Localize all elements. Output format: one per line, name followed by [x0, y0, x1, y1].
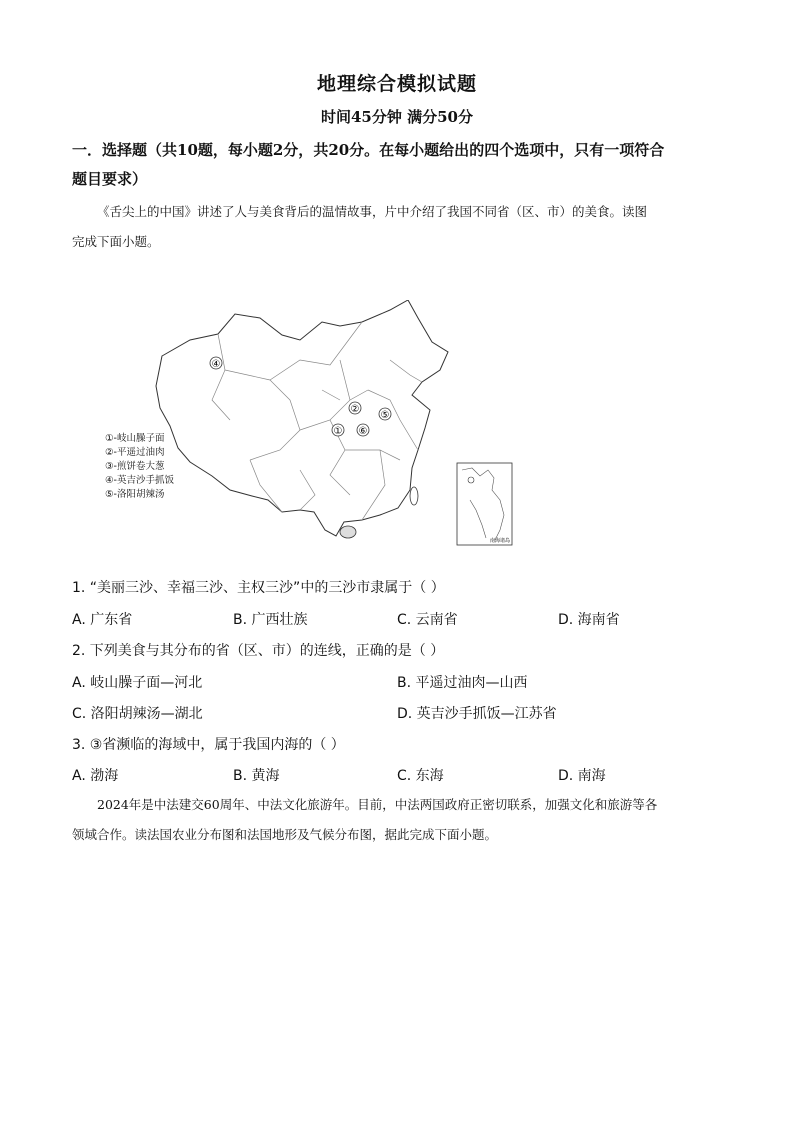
question-3-option-b[interactable]: B. 黄海 — [233, 768, 280, 784]
intro1-line1: 《舌尖上的中国》讲述了人与美食背后的温情故事，片中介绍了我国不同省（区、市）的美食。读图 — [97, 204, 648, 219]
china-map — [100, 300, 520, 555]
legend-item: ②-平遥过油肉 — [105, 447, 165, 458]
question-2-option-c[interactable]: C. 洛阳胡辣汤—湖北 — [72, 706, 203, 722]
inset-label: 南海诸岛 — [489, 538, 511, 544]
hainan-island — [340, 526, 356, 538]
question-1-option-b[interactable]: B. 广西壮族 — [233, 612, 308, 628]
question-3-option-a[interactable]: A. 渤海 — [72, 768, 119, 784]
question-3-option-c[interactable]: C. 东海 — [397, 768, 444, 784]
intro-paragraph-2 — [72, 790, 732, 850]
question-1-stem: 1. “美丽三沙、幸福三沙、主权三沙”中的三沙市隶属于（ ） — [72, 580, 445, 596]
china-map-figure — [100, 300, 520, 555]
question-2-option-b[interactable]: B. 平遥过油肉—山西 — [397, 675, 528, 691]
marker-label-4: ④ — [211, 359, 221, 370]
question-2-stem: 2. 下列美食与其分布的省（区、市）的连线，正确的是（ ） — [72, 643, 445, 659]
province-borders — [212, 322, 422, 520]
question-3-stem: 3. ③省濒临的海域中，属于我国内海的（ ） — [72, 737, 345, 753]
intro2-line1: 2024年是中法建交60周年、中法文化旅游年。目前，中法两国政府正密切联系，加强文化和旅游等各 — [97, 797, 658, 812]
question-1-option-c[interactable]: C. 云南省 — [397, 612, 458, 628]
question-2-option-a[interactable]: A. 岐山臊子面—河北 — [72, 675, 203, 691]
section-heading-line1: 一．选择题（共10题，每小题2分，共20分。在每小题给出的四个选项中，只有一项符合 — [72, 141, 665, 159]
marker-label-1: ① — [333, 426, 343, 437]
page-subtitle: 时间45分钟 满分50分 — [321, 108, 473, 126]
taiwan-island — [410, 487, 418, 505]
legend-item: ③-煎饼卷大葱 — [105, 461, 165, 472]
marker-label-2: ② — [350, 404, 360, 415]
map-markers — [210, 357, 391, 436]
question-2-option-d[interactable]: D. 英吉沙手抓饭—江苏省 — [397, 706, 557, 722]
legend-item: ⑤-洛阳胡辣汤 — [105, 489, 165, 500]
intro1-line2: 完成下面小题。 — [72, 234, 160, 249]
question-3-option-d[interactable]: D. 南海 — [558, 768, 606, 784]
question-1-option-a[interactable]: A. 广东省 — [72, 612, 133, 628]
section-heading-line2: 题目要求） — [72, 170, 148, 188]
legend-item: ①-岐山臊子面 — [105, 433, 165, 444]
legend-item: ④-英吉沙手抓饭 — [105, 475, 174, 486]
map-legend — [105, 432, 174, 502]
marker-label-5: ⑤ — [380, 410, 390, 421]
intro2-line2: 领域合作。读法国农业分布图和法国地形及气候分布图，据此完成下面小题。 — [72, 827, 498, 842]
page-title: 地理综合模拟试题 — [316, 73, 477, 95]
china-outline — [156, 300, 448, 536]
intro-paragraph-1 — [72, 197, 732, 257]
question-1-option-d[interactable]: D. 海南省 — [558, 612, 620, 628]
marker-label-6: ⑥ — [358, 426, 368, 437]
section-heading — [72, 136, 732, 194]
